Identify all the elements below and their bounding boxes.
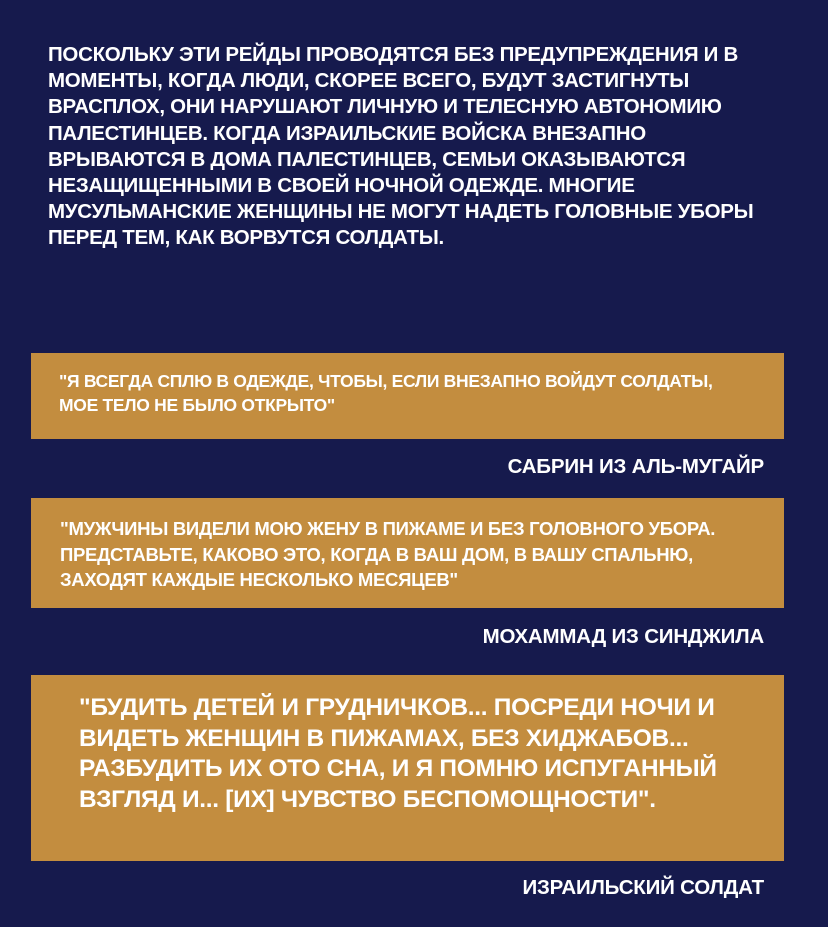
- quote-text-mohammad: "МУЖЧИНЫ ВИДЕЛИ МОЮ ЖЕНУ В ПИЖАМЕ И БЕЗ ГОЛОВНОГО УБОРА. ПРЕДСТАВЬТЕ, КАКОВО ЭТО, КОГДА В ВАШ ДОМ, В ВАШУ СПАЛЬНЮ, ЗАХОДЯТ КАЖДЫЕ НЕСКОЛЬКО МЕСЯЦЕВ": [60, 518, 716, 590]
- quote-text-soldier: "БУДИТЬ ДЕТЕЙ И ГРУДНИЧКОВ... ПОСРЕДИ НОЧИ И ВИДЕТЬ ЖЕНЩИН В ПИЖАМАХ, БЕЗ ХИДЖАБОВ... РАЗБУДИТЬ ИХ ОТО СНА, И Я ПОМНЮ ИСПУГАННЫЙ ВЗГЛЯД И... [ИХ] ЧУВСТВО БЕСПОМОЩНОСТИ".: [79, 694, 717, 813]
- quote-box-mohammad: [31, 498, 784, 608]
- quote-box-sabrin: [31, 353, 784, 439]
- quote-text-sabrin: "Я ВСЕГДА СПЛЮ В ОДЕЖДЕ, ЧТОБЫ, ЕСЛИ ВНЕЗАПНО ВОЙДУТ СОЛДАТЫ, МОЕ ТЕЛО НЕ БЫЛО ОТКРЫТО": [59, 371, 713, 415]
- quote-author-sabrin: САБРИН ИЗ АЛЬ-МУГАЙР: [507, 455, 764, 478]
- quote-author-soldier: ИЗРАИЛЬСКИЙ СОЛДАТ: [522, 876, 764, 899]
- quote-author-mohammad: МОХАММАД ИЗ СИНДЖИЛА: [482, 625, 764, 648]
- quote-box-soldier: [31, 675, 784, 861]
- intro-paragraph: ПОСКОЛЬКУ ЭТИ РЕЙДЫ ПРОВОДЯТСЯ БЕЗ ПРЕДУПРЕЖДЕНИЯ И В МОМЕНТЫ, КОГДА ЛЮДИ, СКОРЕЕ ВСЕГО, БУДУТ ЗАСТИГНУТЫ ВРАСПЛОХ, ОНИ НАРУШАЮТ ЛИЧНУЮ И ТЕЛЕСНУЮ АВТОНОМИЮ ПАЛЕСТИНЦЕВ. КОГДА ИЗРАИЛЬСКИЕ ВОЙСКА ВНЕЗАПНО ВРЫВАЮТСЯ В ДОМА ПАЛЕСТИНЦЕВ, СЕМЬИ ОКАЗЫВАЮТСЯ НЕЗАЩИЩЕННЫМИ В СВОЕЙ НОЧНОЙ ОДЕЖДЕ. МНОГИЕ МУСУЛЬМАНСКИЕ ЖЕНЩИНЫ НЕ МОГУТ НАДЕТЬ ГОЛОВНЫЕ УБОРЫ ПЕРЕД ТЕМ, КАК ВОРВУТСЯ СОЛДАТЫ.: [48, 43, 754, 250]
